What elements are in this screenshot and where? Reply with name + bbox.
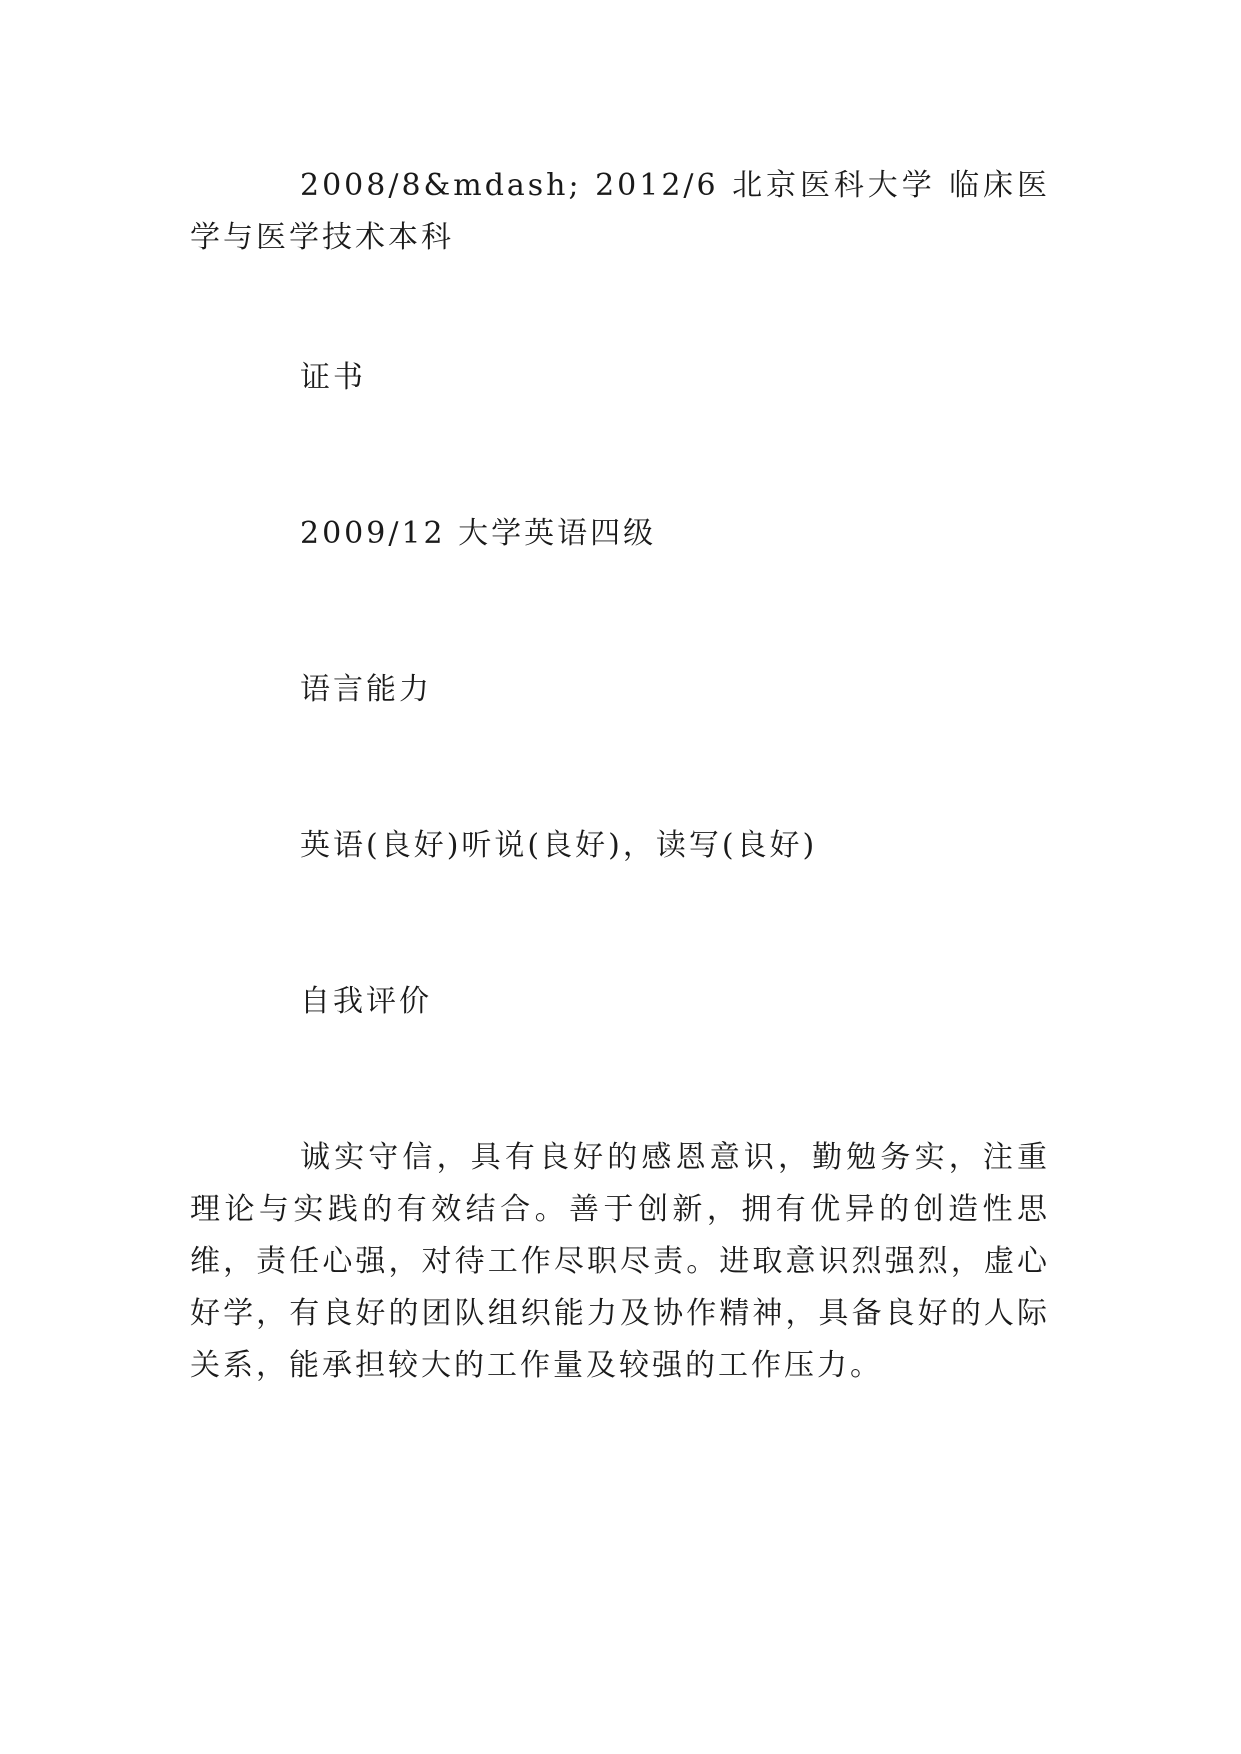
education-entry: 2008/8&mdash; 2012/6 北京医科大学 临床医学与医学技术本科 xyxy=(190,168,1050,255)
certificates-heading: 证书 xyxy=(300,360,366,395)
certificate-entry: 2009/12 大学英语四级 xyxy=(300,516,657,551)
self-evaluation-text: 诚实守信，具有良好的感恩意识，勤勉务实，注重理论与实践的有效结合。善于创新，拥有优异的创造性思维，责任心强，对待工作尽职尽责。进取意识烈强烈，虚心好学，有良好的团队组织能力及协作精神，具备良好的人际关系，能承担较大的工作量及较强的工作压力。 xyxy=(190,1140,1050,1383)
language-detail: 英语(良好)听说(良好)，读写(良好) xyxy=(300,828,818,863)
self-evaluation-heading: 自我评价 xyxy=(300,984,432,1019)
language-heading: 语言能力 xyxy=(300,672,432,707)
